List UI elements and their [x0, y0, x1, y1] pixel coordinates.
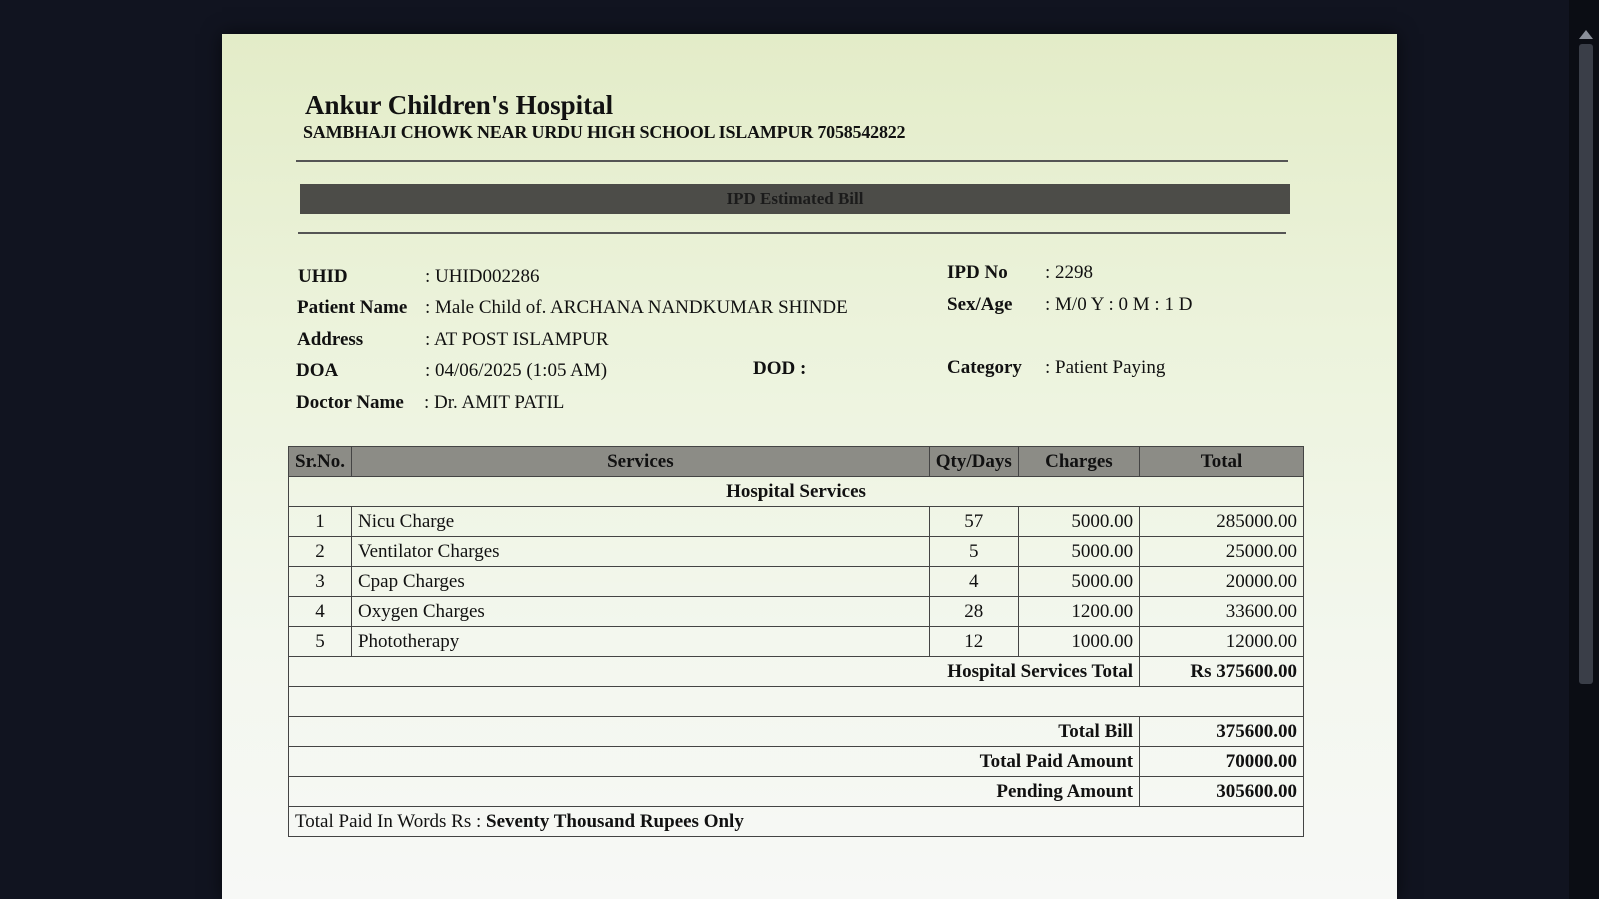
charges-cell: 1200.00: [1018, 597, 1139, 627]
scroll-up-arrow-icon[interactable]: [1579, 30, 1593, 39]
qty-cell: 28: [929, 597, 1018, 627]
total-bill-row: [289, 717, 1304, 747]
charges-cell: 5000.00: [1018, 537, 1139, 567]
patient-name-label: Patient Name: [297, 297, 408, 318]
service-cell: Ventilator Charges: [351, 537, 929, 567]
sr-no-cell: 1: [289, 507, 352, 537]
doa-value: : 04/06/2025 (1:05 AM): [425, 360, 608, 381]
qty-cell: 5: [929, 537, 1018, 567]
sr-no-cell: 4: [289, 597, 352, 627]
service-cell: Nicu Charge: [351, 507, 929, 537]
section-total-value: Rs 375600.00: [1140, 657, 1304, 687]
sr-no-cell: 3: [289, 567, 352, 597]
service-cell: Oxygen Charges: [351, 597, 929, 627]
total-bill-value: 375600.00: [1140, 717, 1304, 747]
uhid-label: UHID: [298, 266, 348, 287]
column-header: Sr.No.: [289, 447, 352, 477]
hospital-name: Ankur Children's Hospital: [305, 90, 614, 120]
column-header: Charges: [1018, 447, 1139, 477]
qty-cell: 12: [929, 627, 1018, 657]
table-row: [289, 597, 1304, 627]
address-label: Address: [297, 329, 364, 350]
sex-age-label: Sex/Age: [947, 294, 1013, 315]
charges-cell: 5000.00: [1018, 507, 1139, 537]
qty-cell: 4: [929, 567, 1018, 597]
section-total-row: [289, 657, 1304, 687]
service-cell: Cpap Charges: [351, 567, 929, 597]
pending-amount-row: [289, 777, 1304, 807]
address-value: : AT POST ISLAMPUR: [425, 329, 609, 350]
ipd-no-label: IPD No: [947, 262, 1008, 283]
header-divider: [296, 160, 1288, 162]
sr-no-cell: 5: [289, 627, 352, 657]
total-paid-row: [289, 747, 1304, 777]
scrollbar-thumb[interactable]: [1579, 44, 1593, 684]
patient-name-value: : Male Child of. ARCHANA NANDKUMAR SHINDE: [425, 297, 848, 318]
total-cell: 285000.00: [1140, 507, 1304, 537]
total-cell: 12000.00: [1140, 627, 1304, 657]
total-bill-label: Total Bill: [289, 717, 1140, 747]
sex-age-value: : M/0 Y : 0 M : 1 D: [1045, 294, 1193, 315]
section-total-label: Hospital Services Total: [289, 657, 1140, 687]
column-header: Qty/Days: [929, 447, 1018, 477]
screen-bezel: [1569, 0, 1599, 899]
bill-title-banner: IPD Estimated Bill: [300, 184, 1290, 214]
banner-divider: [298, 232, 1286, 234]
section-title-row: [289, 477, 1304, 507]
uhid-value: : UHID002286: [425, 266, 540, 287]
hospital-address: SAMBHAJI CHOWK NEAR URDU HIGH SCHOOL ISLAMPUR 7058542822: [303, 122, 906, 142]
pending-amount-value: 305600.00: [1140, 777, 1304, 807]
category-label: Category: [947, 357, 1022, 378]
total-cell: 25000.00: [1140, 537, 1304, 567]
paid-in-words-label: Total Paid In Words Rs :: [295, 810, 482, 832]
ipd-no-value: : 2298: [1045, 262, 1094, 283]
table-row: [289, 567, 1304, 597]
column-header: Total: [1140, 447, 1304, 477]
doctor-name-value: : Dr. AMIT PATIL: [424, 392, 565, 413]
paid-in-words-value: Seventy Thousand Rupees Only: [486, 810, 744, 832]
charges-cell: 5000.00: [1018, 567, 1139, 597]
paid-in-words-cell: [289, 807, 1304, 837]
service-cell: Phototherapy: [351, 627, 929, 657]
total-cell: 33600.00: [1140, 597, 1304, 627]
bill-document: [222, 34, 1397, 899]
table-row: [289, 507, 1304, 537]
table-header-row: [289, 447, 1304, 477]
pending-amount-label: Pending Amount: [289, 777, 1140, 807]
section-title: Hospital Services: [289, 477, 1304, 507]
empty-cell: [289, 687, 1304, 717]
spacer-row: [289, 687, 1304, 717]
services-table: [288, 446, 1304, 837]
sr-no-cell: 2: [289, 537, 352, 567]
charges-cell: 1000.00: [1018, 627, 1139, 657]
doctor-name-label: Doctor Name: [296, 392, 404, 413]
total-cell: 20000.00: [1140, 567, 1304, 597]
total-paid-value: 70000.00: [1140, 747, 1304, 777]
qty-cell: 57: [929, 507, 1018, 537]
dod-label: DOD :: [753, 358, 807, 379]
paid-in-words-row: [289, 807, 1304, 837]
table-row: [289, 537, 1304, 567]
table-row: [289, 627, 1304, 657]
total-paid-label: Total Paid Amount: [289, 747, 1140, 777]
column-header: Services: [351, 447, 929, 477]
category-value: : Patient Paying: [1045, 357, 1166, 378]
doa-label: DOA: [296, 360, 339, 381]
